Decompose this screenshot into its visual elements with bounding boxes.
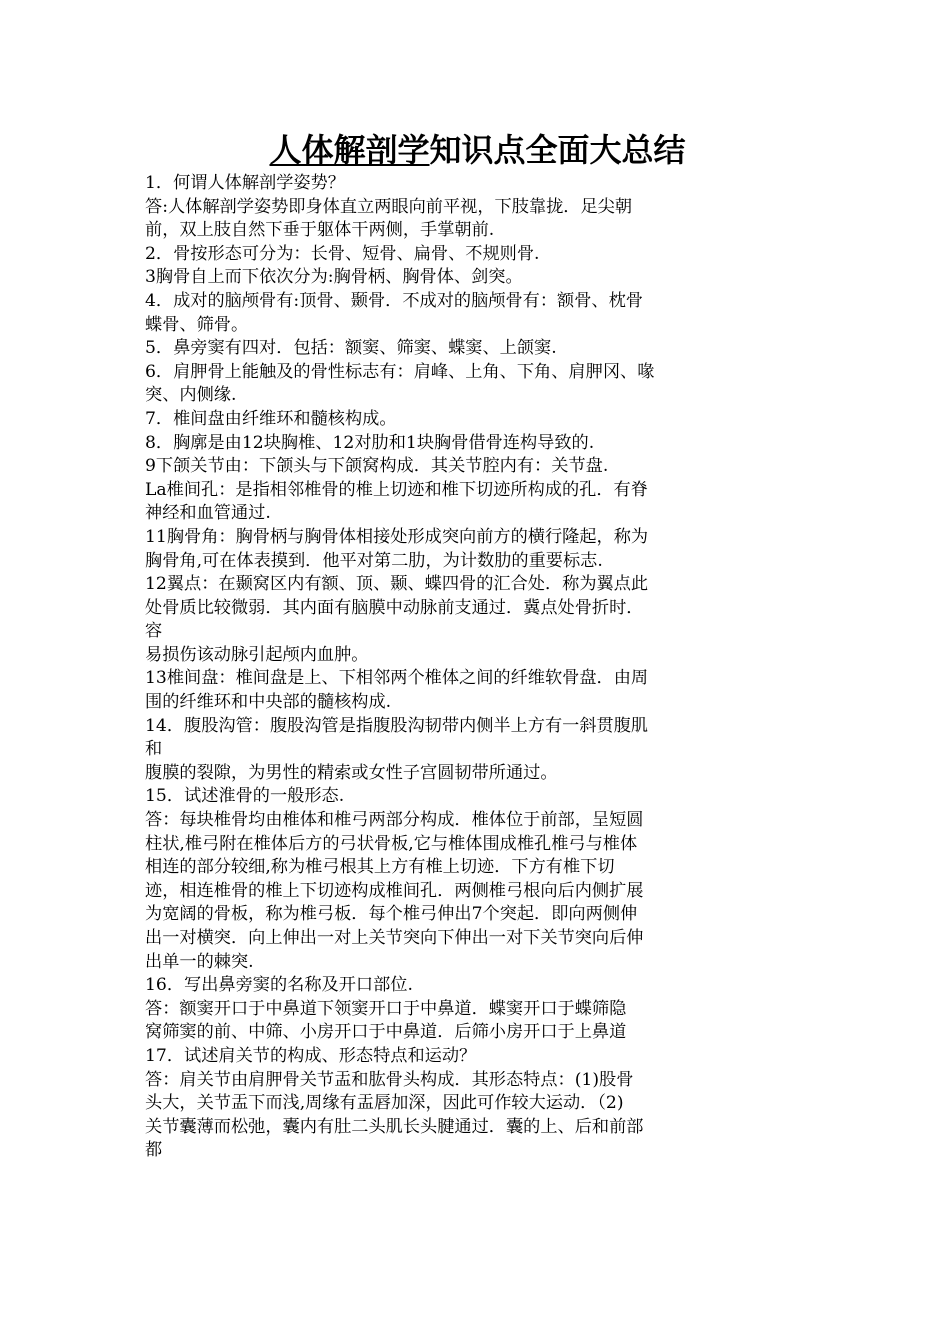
text-line: 2．骨按形态可分为：长骨、短骨、扁骨、不规则骨. [145,243,540,264]
text-line: 突、内侧缘. [145,385,237,406]
text-line: 蝶骨、筛骨。 [145,314,249,335]
document-body [145,172,810,1163]
text-line: 腹膜的裂隙，为男性的精索或女性子宫圆韧带所通过。 [145,762,558,783]
text-line: 关节囊薄而松弛，囊内有肚二头肌长头腱通过．囊的上、后和前部 [145,1116,644,1137]
text-line: 为宽阔的骨板，称为椎弓板．每个椎弓伸出7个突起．即向两侧伸 [145,904,638,925]
text-line: 7．椎间盘由纤维环和髓核构成。 [145,408,397,429]
text-line: 17．试述肩关节的构成、形态特点和运动？ [145,1045,477,1066]
text-line: 11胸骨角：胸骨柄与胸骨体相接处形成突向前方的横行隆起，称为 [145,526,649,547]
text-line: 5．鼻旁窦有四对．包括：额窦、筛窦、蝶窦、上颌窦. [145,338,557,359]
text-line: 胸骨角,可在体表摸到．他平对第二肋，为计数肋的重要标志. [145,550,603,571]
text-line: 前，双上肢自然下垂于躯体干两侧，手掌朝前. [145,220,495,241]
text-line: 都 [145,1140,163,1161]
text-line: 答:人体解剖学姿势即身体直立两眼向前平视，下肢靠拢．足尖朝 [145,196,633,217]
text-line: 头大，关节盂下而浅,周缘有盂唇加深，因此可作较大运动．（2) [145,1093,624,1114]
text-line: 答：肩关节由肩胛骨关节盂和肱骨头构成．其形态特点：(1)股骨 [145,1069,634,1090]
text-line: 16．写出鼻旁窦的名称及开口部位. [145,975,413,996]
text-line: 8．胸廓是由12块胸椎、12对肋和1块胸骨借骨连构导致的. [145,432,595,453]
text-line: 柱状,椎弓附在椎体后方的弓状骨板,它与椎体围成椎孔椎弓与椎体 [145,833,638,854]
text-line: 易损伤该动脉引起颅内血肿。 [145,644,369,665]
text-line: 13椎间盘：椎间盘是上、下相邻两个椎体之间的纤维软骨盘．由周 [145,668,649,689]
text-line: 容 [145,621,163,642]
text-line: 围的纤维环和中央部的髓核构成. [145,692,392,713]
text-line: 答：每块椎骨均由椎体和椎弓两部分构成．椎体位于前部，呈短圆 [145,810,644,831]
text-line: 出单一的棘突. [145,951,254,972]
title-underlined-part: 人体解剖学 [269,131,430,169]
text-line: La椎间孔：是指相邻椎骨的椎上切迹和椎下切迹所构成的孔．有脊 [145,479,648,500]
document-page [145,128,810,1163]
text-line: 1．何谓人体解剖学姿势？ [145,173,345,193]
text-line: 3胸骨自上而下依次分为:胸骨柄、胸骨体、剑突。 [145,267,523,288]
text-line: 9下颌关节由：下颌头与下颌窝构成．其关节腔内有：关节盘. [145,456,609,477]
text-line: 15．试述淮骨的一般形态. [145,786,345,807]
text-line: 14．腹股沟管：腹股沟管是指腹股沟韧带内侧半上方有一斜贯腹肌 [145,715,649,736]
text-line: 迹，相连椎骨的椎上下切迹构成椎间孔．两侧椎弓根向后内侧扩展 [145,880,644,901]
text-line: 窝筛窦的前、中筛、小房开口于中鼻道．后筛小房开口于上鼻道 [145,1022,627,1043]
text-line: 处骨质比较微弱．其内面有脑膜中动脉前支通过．冀点处骨折时． [145,597,644,618]
text-line: 答：额窦开口于中鼻道下领窦开口于中鼻道．蝶窦开口于蝶筛隐 [145,998,627,1019]
text-line: 和 [145,739,163,760]
text-line: 12翼点：在颞窝区内有额、顶、颞、蝶四骨的汇合处．称为翼点此 [145,574,649,595]
title-rest-part: 知识点全面大总结 [429,131,686,169]
text-line: 4．成对的脑颅骨有:顶骨、颞骨．不成对的脑颅骨有：额骨、枕骨 [145,290,643,311]
text-line: 出一对横突．向上伸出一对上关节突向下伸出一对下关节突向后伸 [145,928,644,948]
text-line: 神经和血管通过. [145,503,271,524]
text-line: 6．肩胛骨上能触及的骨性标志有：肩峰、上角、下角、肩胛冈、喙 [145,361,655,382]
document-title [145,128,810,172]
text-line: 相连的部分较细,称为椎弓根其上方有椎上切迹．下方有椎下切 [145,857,615,878]
